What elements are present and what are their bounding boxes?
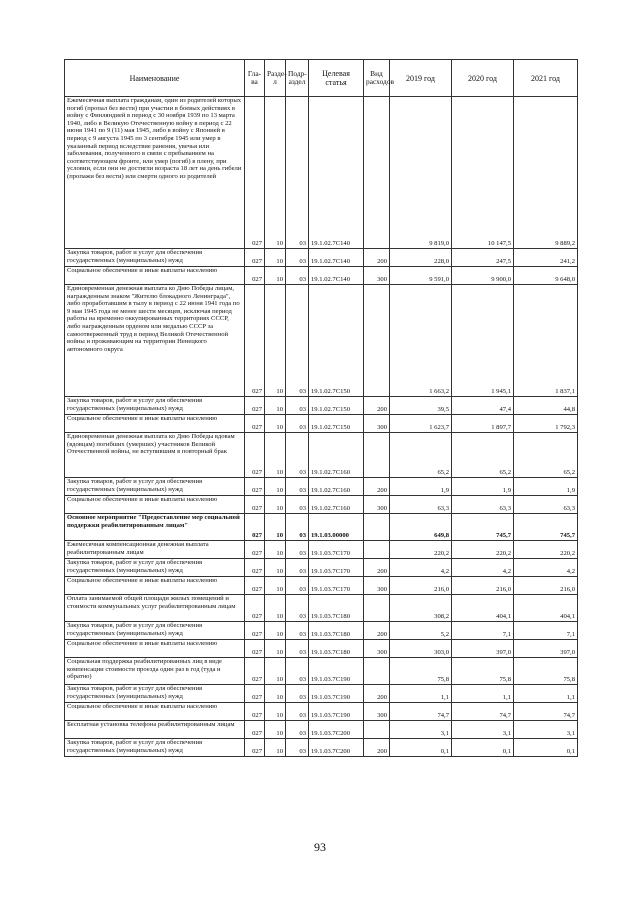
- row-name: Закупка товаров, работ и услуг для обеспечения государственных (муниципальных) нужд: [65, 559, 245, 577]
- row-razdel: 10: [265, 267, 286, 285]
- row-kcsr: 19.1.02.7С140: [309, 267, 364, 285]
- row-value-2019: 303,0: [390, 640, 452, 658]
- row-name: Социальное обеспечение и иные выплаты населению: [65, 496, 245, 514]
- row-podrazdel: 03: [286, 622, 309, 640]
- row-value-2019: 1,9: [390, 478, 452, 496]
- row-value-2019: 308,2: [390, 595, 452, 622]
- row-value-2020: 9 900,0: [452, 267, 514, 285]
- row-glava: 027: [245, 541, 265, 559]
- row-razdel: 10: [265, 658, 286, 685]
- row-vr: [364, 285, 390, 397]
- table-row: [65, 397, 578, 415]
- row-razdel: 10: [265, 577, 286, 595]
- row-vr: 200: [364, 685, 390, 703]
- header-podrazdel: Подраздел: [286, 60, 309, 97]
- row-vr: [364, 595, 390, 622]
- page-number: 93: [314, 840, 326, 854]
- row-razdel: 10: [265, 415, 286, 433]
- row-value-2021: 216,0: [514, 577, 578, 595]
- row-glava: 027: [245, 433, 265, 478]
- table-row: [65, 433, 578, 478]
- row-vr: 200: [364, 478, 390, 496]
- row-value-2020: 397,0: [452, 640, 514, 658]
- row-value-2021: 4,2: [514, 559, 578, 577]
- table-row: [65, 721, 578, 739]
- row-kcsr: 19.1.03.7С170: [309, 577, 364, 595]
- row-podrazdel: 03: [286, 397, 309, 415]
- row-value-2020: 63,3: [452, 496, 514, 514]
- row-vr: [364, 514, 390, 541]
- table-row: [65, 622, 578, 640]
- row-kcsr: 19.1.03.7С180: [309, 595, 364, 622]
- row-name: Закупка товаров, работ и услуг для обеспечения государственных (муниципальных) нужд: [65, 397, 245, 415]
- row-value-2019: 63,3: [390, 496, 452, 514]
- row-value-2019: 0,1: [390, 739, 452, 757]
- row-value-2020: 74,7: [452, 703, 514, 721]
- row-value-2021: 74,7: [514, 703, 578, 721]
- row-value-2020: 404,1: [452, 595, 514, 622]
- table-row: [65, 739, 578, 757]
- row-podrazdel: 03: [286, 739, 309, 757]
- row-podrazdel: 03: [286, 640, 309, 658]
- row-razdel: 10: [265, 595, 286, 622]
- row-razdel: 10: [265, 514, 286, 541]
- row-kcsr: 19.1.02.7С150: [309, 285, 364, 397]
- table-row: [65, 559, 578, 577]
- row-glava: 027: [245, 249, 265, 267]
- row-value-2020: 4,2: [452, 559, 514, 577]
- row-value-2021: 7,1: [514, 622, 578, 640]
- row-value-2020: 0,1: [452, 739, 514, 757]
- row-razdel: 10: [265, 496, 286, 514]
- table-row: [65, 685, 578, 703]
- row-razdel: 10: [265, 249, 286, 267]
- row-podrazdel: 03: [286, 514, 309, 541]
- row-value-2019: 74,7: [390, 703, 452, 721]
- header-2020: 2020 год: [452, 60, 514, 97]
- row-glava: 027: [245, 622, 265, 640]
- row-value-2021: 9 889,2: [514, 97, 578, 249]
- row-value-2020: 75,8: [452, 658, 514, 685]
- row-podrazdel: 03: [286, 721, 309, 739]
- row-value-2021: 1 792,3: [514, 415, 578, 433]
- row-kcsr: 19.1.02.7С160: [309, 433, 364, 478]
- header-2021: 2021 год: [514, 60, 578, 97]
- row-kcsr: 19.1.03.7С200: [309, 721, 364, 739]
- row-value-2020: 10 147,5: [452, 97, 514, 249]
- row-value-2019: 216,0: [390, 577, 452, 595]
- table-row: [65, 478, 578, 496]
- row-razdel: 10: [265, 739, 286, 757]
- row-glava: 027: [245, 415, 265, 433]
- row-name: Социальное обеспечение и иные выплаты населению: [65, 267, 245, 285]
- row-kcsr: 19.1.03.7С170: [309, 559, 364, 577]
- row-glava: 027: [245, 595, 265, 622]
- row-kcsr: 19.1.02.7С160: [309, 496, 364, 514]
- row-vr: [364, 433, 390, 478]
- row-kcsr: 19.1.02.7С140: [309, 97, 364, 249]
- row-value-2020: 1 945,1: [452, 285, 514, 397]
- row-podrazdel: 03: [286, 559, 309, 577]
- row-razdel: 10: [265, 397, 286, 415]
- header-name: Наименование: [65, 60, 245, 97]
- row-glava: 027: [245, 559, 265, 577]
- table-row: [65, 285, 578, 397]
- row-podrazdel: 03: [286, 577, 309, 595]
- row-name: Ежемесячная выплата гражданам, один из родителей которых погиб (пропал без вести) при участии в боевых действиях в войну с Финляндией в период с 30 ноября 1939 по 13 марта 1940, либо в Великую Отечественную войну в период с 22 июня 1941 по 9 (11) мая 1945, либо в войну с Японией в период с 9 августа 1945 по 3 сентября 1945 или умер в указанный период вследствие ранения, увечья или заболевания, полученного в связи с пребыванием на соответствующем фронте, или умер (погиб) в плену, при условии, если они не достигли возраста 18 лет на день гибели (пропажи без вести) или смерти одного из родителей: [65, 97, 245, 249]
- row-value-2019: 3,1: [390, 721, 452, 739]
- row-value-2020: 65,2: [452, 433, 514, 478]
- row-name: Закупка товаров, работ и услуг для обеспечения государственных (муниципальных) нужд: [65, 685, 245, 703]
- row-razdel: 10: [265, 285, 286, 397]
- row-value-2021: 220,2: [514, 541, 578, 559]
- row-vr: [364, 658, 390, 685]
- row-vr: 300: [364, 577, 390, 595]
- row-glava: 027: [245, 97, 265, 249]
- row-razdel: 10: [265, 622, 286, 640]
- row-razdel: 10: [265, 703, 286, 721]
- row-podrazdel: 03: [286, 249, 309, 267]
- row-value-2021: 1 837,1: [514, 285, 578, 397]
- row-name: Социальное обеспечение и иные выплаты населению: [65, 577, 245, 595]
- table-row: [65, 541, 578, 559]
- budget-table: [64, 59, 578, 757]
- row-vr: 300: [364, 640, 390, 658]
- row-value-2021: 44,8: [514, 397, 578, 415]
- header-2019: 2019 год: [390, 60, 452, 97]
- table-row: [65, 496, 578, 514]
- row-vr: 300: [364, 267, 390, 285]
- row-value-2020: 220,2: [452, 541, 514, 559]
- row-podrazdel: 03: [286, 285, 309, 397]
- row-name: Закупка товаров, работ и услуг для обеспечения государственных (муниципальных) нужд: [65, 478, 245, 496]
- row-value-2020: 745,7: [452, 514, 514, 541]
- row-name: Ежемесячная компенсационная денежная выплата реабилитированным лицам: [65, 541, 245, 559]
- row-vr: [364, 97, 390, 249]
- row-value-2019: 75,8: [390, 658, 452, 685]
- row-value-2021: 0,1: [514, 739, 578, 757]
- row-name: Социальное обеспечение и иные выплаты населению: [65, 640, 245, 658]
- header-glava: Глава: [245, 60, 265, 97]
- row-value-2019: 1 623,7: [390, 415, 452, 433]
- row-vr: 200: [364, 559, 390, 577]
- row-name: Социальная поддержка реабилитированных лиц в виде компенсации стоимости проезда один раз в год (туда и обратно): [65, 658, 245, 685]
- table-header-row: [65, 60, 578, 97]
- row-podrazdel: 03: [286, 478, 309, 496]
- row-glava: 027: [245, 267, 265, 285]
- table-row: [65, 514, 578, 541]
- row-name: Закупка товаров, работ и услуг для обеспечения государственных (муниципальных) нужд: [65, 249, 245, 267]
- row-value-2021: 241,2: [514, 249, 578, 267]
- row-podrazdel: 03: [286, 541, 309, 559]
- row-value-2019: 4,2: [390, 559, 452, 577]
- row-glava: 027: [245, 703, 265, 721]
- row-vr: 200: [364, 739, 390, 757]
- row-razdel: 10: [265, 685, 286, 703]
- row-podrazdel: 03: [286, 267, 309, 285]
- row-vr: 300: [364, 496, 390, 514]
- row-glava: 027: [245, 640, 265, 658]
- table-body: [65, 97, 578, 757]
- row-kcsr: 19.1.02.7С150: [309, 397, 364, 415]
- row-name: Оплата занимаемой общей площади жилых помещений и стоимости коммунальных услуг реабилитированным лицам: [65, 595, 245, 622]
- row-vr: 200: [364, 397, 390, 415]
- row-name: Бесплатная установка телефона реабилитированным лицам: [65, 721, 245, 739]
- row-value-2020: 1,1: [452, 685, 514, 703]
- row-glava: 027: [245, 397, 265, 415]
- header-kcsr: Целевая статья: [309, 60, 364, 97]
- table-row: [65, 267, 578, 285]
- row-value-2020: 247,5: [452, 249, 514, 267]
- row-value-2019: 65,2: [390, 433, 452, 478]
- row-podrazdel: 03: [286, 658, 309, 685]
- row-razdel: 10: [265, 478, 286, 496]
- row-value-2019: 1,1: [390, 685, 452, 703]
- table-row: [65, 415, 578, 433]
- row-glava: 027: [245, 721, 265, 739]
- row-glava: 027: [245, 285, 265, 397]
- row-name: Основное мероприятие "Предоставление мер социальной поддержки реабилитированным лицам": [65, 514, 245, 541]
- row-vr: 200: [364, 622, 390, 640]
- row-value-2020: 1 897,7: [452, 415, 514, 433]
- row-kcsr: 19.1.02.7С150: [309, 415, 364, 433]
- row-podrazdel: 03: [286, 703, 309, 721]
- row-name: Закупка товаров, работ и услуг для обеспечения государственных (муниципальных) нужд: [65, 739, 245, 757]
- row-razdel: 10: [265, 559, 286, 577]
- row-kcsr: 19.1.03.7С170: [309, 541, 364, 559]
- row-kcsr: 19.1.03.7С200: [309, 739, 364, 757]
- row-value-2021: 9 648,0: [514, 267, 578, 285]
- row-name: Единовременная денежная выплата ко Дню Победы лицам, награжденным знаком "Жителю блокадного Ленинграда", либо проработавшим в тылу в период с 22 июня 1941 года по 9 мая 1945 года не менее шести месяцев, исключая период работы на временно оккупированных территориях СССР, либо награжденным орденом или медалью СССР за самоотверженный труд в период Великой Отечественной войны и проживающим на территории Ненецкого автономного округа: [65, 285, 245, 397]
- row-name: Социальное обеспечение и иные выплаты населению: [65, 703, 245, 721]
- table-row: [65, 658, 578, 685]
- table-row: [65, 595, 578, 622]
- row-podrazdel: 03: [286, 433, 309, 478]
- table-row: [65, 577, 578, 595]
- row-value-2020: 7,1: [452, 622, 514, 640]
- table-row: [65, 640, 578, 658]
- row-value-2021: 397,0: [514, 640, 578, 658]
- row-value-2021: 3,1: [514, 721, 578, 739]
- row-kcsr: 19.1.03.7С190: [309, 703, 364, 721]
- row-kcsr: 19.1.03.7С190: [309, 685, 364, 703]
- row-value-2020: 47,4: [452, 397, 514, 415]
- row-glava: 027: [245, 577, 265, 595]
- row-glava: 027: [245, 685, 265, 703]
- row-kcsr: 19.1.02.7С160: [309, 478, 364, 496]
- row-value-2021: 404,1: [514, 595, 578, 622]
- row-vr: [364, 721, 390, 739]
- table-row: [65, 249, 578, 267]
- row-glava: 027: [245, 496, 265, 514]
- row-value-2021: 745,7: [514, 514, 578, 541]
- header-vr: Вид расходов: [364, 60, 390, 97]
- row-value-2020: 1,9: [452, 478, 514, 496]
- row-razdel: 10: [265, 541, 286, 559]
- row-kcsr: 19.1.02.7С140: [309, 249, 364, 267]
- row-glava: 027: [245, 514, 265, 541]
- row-value-2019: 228,0: [390, 249, 452, 267]
- row-vr: [364, 541, 390, 559]
- row-podrazdel: 03: [286, 595, 309, 622]
- row-glava: 027: [245, 739, 265, 757]
- row-glava: 027: [245, 478, 265, 496]
- row-vr: 300: [364, 703, 390, 721]
- row-podrazdel: 03: [286, 496, 309, 514]
- row-vr: 300: [364, 415, 390, 433]
- row-razdel: 10: [265, 433, 286, 478]
- row-podrazdel: 03: [286, 685, 309, 703]
- row-kcsr: 19.1.03.7С190: [309, 658, 364, 685]
- row-value-2021: 63,3: [514, 496, 578, 514]
- row-kcsr: 19.1.03.7С180: [309, 640, 364, 658]
- row-podrazdel: 03: [286, 415, 309, 433]
- row-value-2021: 75,8: [514, 658, 578, 685]
- row-value-2019: 1 663,2: [390, 285, 452, 397]
- row-vr: 200: [364, 249, 390, 267]
- row-value-2019: 649,8: [390, 514, 452, 541]
- row-podrazdel: 03: [286, 97, 309, 249]
- header-razdel: Раздел: [265, 60, 286, 97]
- row-razdel: 10: [265, 721, 286, 739]
- row-value-2021: 1,1: [514, 685, 578, 703]
- row-value-2019: 220,2: [390, 541, 452, 559]
- row-name: Социальное обеспечение и иные выплаты населению: [65, 415, 245, 433]
- row-name: Закупка товаров, работ и услуг для обеспечения государственных (муниципальных) нужд: [65, 622, 245, 640]
- row-value-2021: 65,2: [514, 433, 578, 478]
- row-value-2019: 9 819,0: [390, 97, 452, 249]
- row-kcsr: 19.1.03.7С180: [309, 622, 364, 640]
- row-name: Единовременная денежная выплата ко Дню Победы вдовам (вдовцам) погибших (умерших) участников Великой Отечественной войны, не вступившим в повторный брак: [65, 433, 245, 478]
- row-value-2019: 5,2: [390, 622, 452, 640]
- row-value-2020: 3,1: [452, 721, 514, 739]
- row-value-2019: 9 591,0: [390, 267, 452, 285]
- row-kcsr: 19.1.03.00000: [309, 514, 364, 541]
- row-value-2021: 1,9: [514, 478, 578, 496]
- table-row: [65, 97, 578, 249]
- row-value-2020: 216,0: [452, 577, 514, 595]
- table-row: [65, 703, 578, 721]
- row-value-2019: 39,5: [390, 397, 452, 415]
- row-glava: 027: [245, 658, 265, 685]
- row-razdel: 10: [265, 97, 286, 249]
- row-razdel: 10: [265, 640, 286, 658]
